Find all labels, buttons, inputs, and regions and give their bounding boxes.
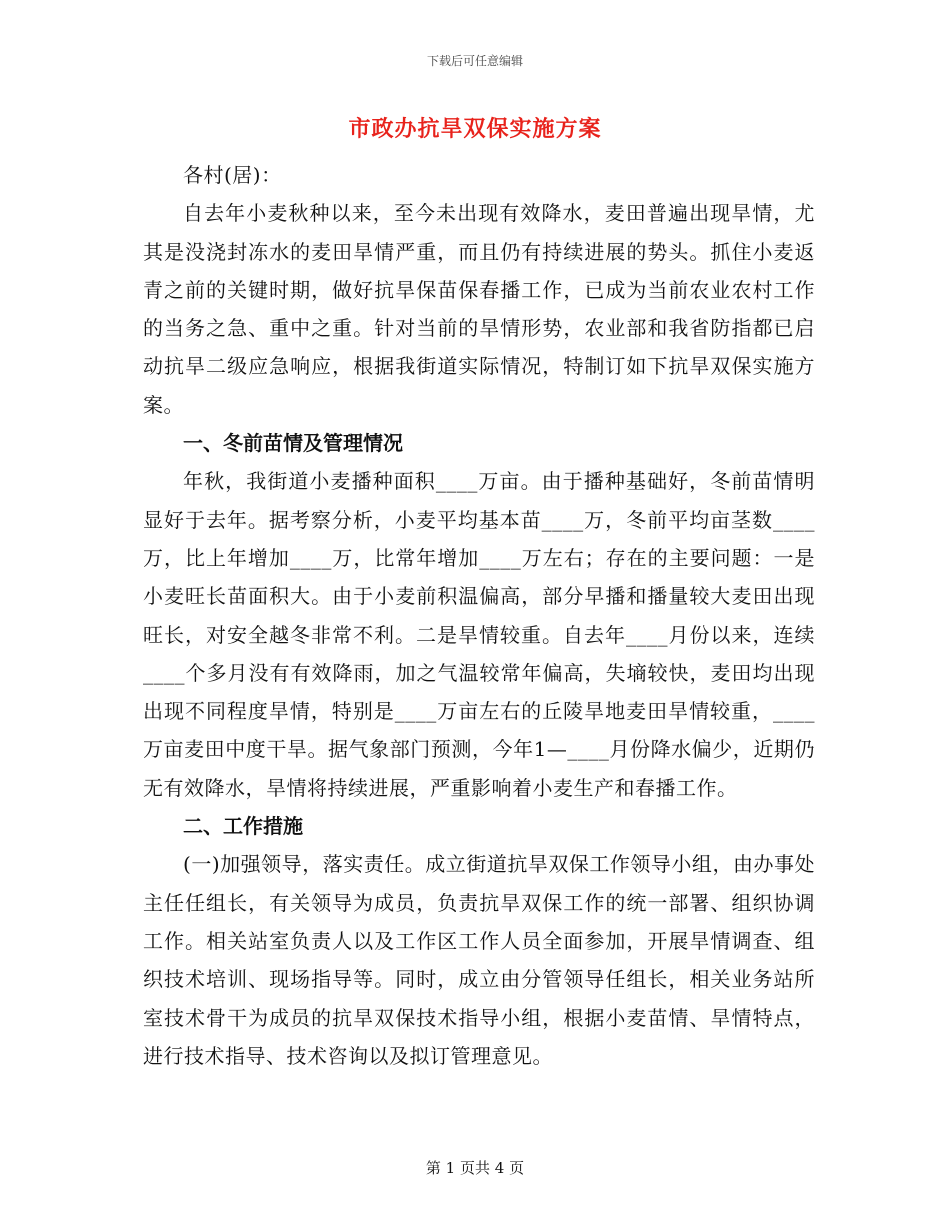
section-heading-2: 二、工作措施: [183, 814, 303, 839]
header-note: 下载后可任意编辑: [426, 54, 523, 68]
page-footer: 第 1 页共 4 页: [425, 1159, 525, 1177]
section-2-paragraph: (一)加强领导，落实责任。成立街道抗旱双保工作领导小组，由办事处主任任组长，有关领导为成员，负责抗旱双保工作的统一部署、组织协调工作。相关站室负责人以及工作区工作人员全面参加，开展旱情调查、组织技术培训、现场指导等。同时，成立由分管领导任组长，相关业务站所室技术骨干为成员的抗旱双保技术指导小组，根据小麦苗情、旱情特点，进行技术指导、技术咨询以及拟订管理意见。: [143, 852, 815, 1068]
document-title: 市政办抗旱双保实施方案: [348, 116, 602, 142]
document-body: [143, 156, 815, 1075]
intro-paragraph: 自去年小麦秋种以来，至今未出现有效降水，麦田普遍出现旱情，尤其是没浇封冻水的麦田旱情严重，而且仍有持续进展的势头。抓住小麦返青之前的关键时期，做好抗旱保苗保春播工作，已成为当前农业农村工作的当务之急、重中之重。针对当前的旱情形势，农业部和我省防指都已启动抗旱二级应急响应，根据我街道实际情况，特制订如下抗旱双保实施方案。: [143, 201, 815, 417]
section-heading-1: 一、冬前苗情及管理情况: [183, 431, 403, 456]
section-1-paragraph: 年秋，我街道小麦播种面积____万亩。由于播种基础好，冬前苗情明显好于去年。据考察分析，小麦平均基本苗____万，冬前平均亩茎数____万，比上年增加____万，比常年增加____万左右；存在的主要问题：一是小麦旺长苗面积大。由于小麦前积温偏高，部分早播和播量较大麦田出现旺长，对安全越冬非常不利。二是旱情较重。自去年____月份以来，连续____个多月没有有效降雨，加之气温较常年偏高，失墒较快，麦田均出现出现不同程度旱情，特别是____万亩左右的丘陵旱地麦田旱情较重，____万亩麦田中度干旱。据气象部门预测，今年1—____月份降水偏少，近期仍无有效降水，旱情将持续进展，严重影响着小麦生产和春播工作。: [143, 469, 815, 800]
salutation: 各村(居)：: [183, 163, 282, 187]
